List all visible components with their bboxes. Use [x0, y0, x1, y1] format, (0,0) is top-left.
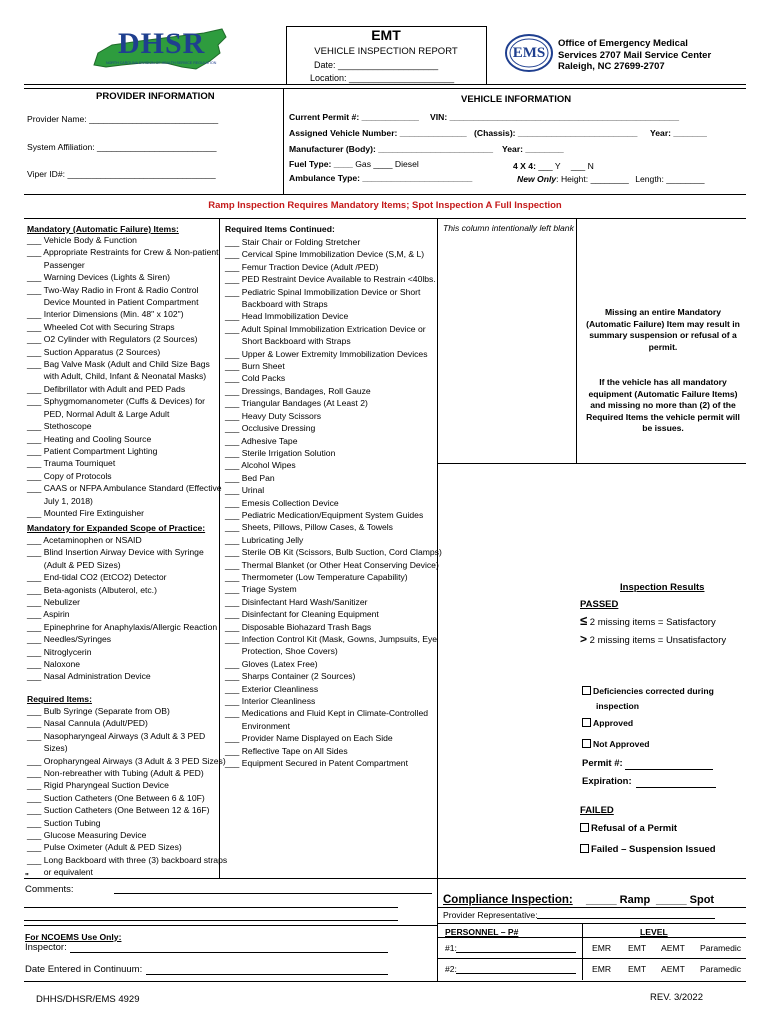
- list-item[interactable]: ___ Sharps Container (2 Sources): [225, 671, 356, 682]
- list-item[interactable]: ___ Appropriate Restraints for Crew & Non-patient: [27, 247, 219, 258]
- list-item[interactable]: ___ Suction Apparatus (2 Sources): [27, 346, 161, 357]
- comments-line-2[interactable]: [24, 907, 398, 908]
- list-item[interactable]: ___ Cold Packs: [225, 373, 286, 384]
- list-item[interactable]: ___ Lubricating Jelly: [225, 534, 304, 545]
- info-bottom-line: [24, 194, 746, 195]
- fuel-type-label[interactable]: Fuel Type: ____: [289, 159, 353, 169]
- form-number: DHHS/DHSR/EMS 4929: [36, 994, 140, 1005]
- list-item[interactable]: ___ Nasal Administration Device: [27, 671, 151, 682]
- inspection-results-heading: Inspection Results: [620, 582, 705, 593]
- list-item: Protection, Shoe Covers): [225, 646, 338, 657]
- personnel-row-1-line[interactable]: [456, 952, 576, 953]
- list-item[interactable]: ___ Suction Tubing: [27, 817, 101, 828]
- list-item[interactable]: ___ Emesis Collection Device: [225, 497, 339, 508]
- list-item: (Adult & PED Sizes): [27, 559, 121, 570]
- list-item[interactable]: ___ Head Immobilization Device: [225, 311, 349, 322]
- list-item: or equivalent: [27, 867, 93, 878]
- list-item[interactable]: ___ Disposable Biohazard Trash Bags: [225, 621, 372, 632]
- list-item[interactable]: ___ Adhesive Tape: [225, 435, 298, 446]
- inspector-label: Inspector:: [25, 942, 67, 953]
- list-item: with Adult, Child, Infant & Neonatal Masks): [27, 371, 207, 382]
- list-item[interactable]: ___ Nasopharyngeal Airways (3 Adult & 3 PED: [27, 730, 206, 741]
- list-item[interactable]: ___ Mounted Fire Extinguisher: [27, 507, 145, 518]
- list-item[interactable]: ___ Alcohol Wipes: [225, 460, 296, 471]
- list-item[interactable]: ___ Pediatric Spinal Immobilization Device or Short: [225, 286, 421, 297]
- mandatory-list: [27, 234, 222, 519]
- list-item[interactable]: ___ Triage System: [225, 584, 297, 595]
- title-box-right: [486, 26, 487, 84]
- list-item[interactable]: ___ Exterior Cleanliness: [225, 683, 319, 694]
- system-affiliation-field[interactable]: System Affiliation: _________________________: [27, 142, 217, 152]
- comments-line-3[interactable]: [24, 920, 398, 921]
- four-by-four-row: [513, 160, 594, 172]
- list-item[interactable]: ___ Nitroglycerin: [27, 646, 92, 657]
- list-item[interactable]: ___ Blind Insertion Airway Device with Syringe: [27, 547, 204, 558]
- ems-logo-text: EMS: [512, 45, 546, 61]
- failed-label: FAILED: [580, 805, 614, 816]
- list-item[interactable]: ___ Acetaminophen or NSAID: [27, 535, 142, 545]
- level-aemt-1[interactable]: AEMT: [661, 943, 685, 953]
- provider-rep-line[interactable]: [537, 918, 715, 919]
- length-field[interactable]: Length: ________: [635, 174, 705, 184]
- list-item[interactable]: ___ Upper & Lower Extremity Immobilization Devices: [225, 348, 428, 359]
- fuel-diesel-blank[interactable]: ____: [373, 159, 393, 169]
- date-field[interactable]: Date: ____________________: [314, 60, 439, 70]
- list-item[interactable]: ___ Aspirin: [27, 609, 70, 620]
- four-by-four-yes: Y: [554, 161, 561, 171]
- provider-name-field[interactable]: Provider Name: ___________________________: [27, 114, 219, 124]
- satisfactory-text: 2 missing items = Satisfactory: [589, 617, 716, 628]
- compliance-line: [437, 907, 746, 908]
- expanded-scope-heading: Mandatory for Expanded Scope of Practice:: [27, 523, 206, 533]
- list-item[interactable]: ___ Vehicle Body & Function: [27, 235, 137, 245]
- inspector-line[interactable]: [70, 952, 388, 953]
- new-only-label: New Only: [517, 174, 557, 184]
- blank-column-note: This column intentionally left blank: [443, 223, 574, 233]
- unsatisfactory-text: 2 missing items = Unsatisfactory: [589, 635, 727, 646]
- list-item[interactable]: ___ Naloxone: [27, 659, 81, 670]
- provider-heading: PROVIDER INFORMATION: [96, 91, 215, 102]
- personnel-row-divider: [437, 958, 746, 959]
- refusal-checkbox[interactable]: [580, 823, 589, 832]
- info-divider: [283, 88, 284, 194]
- level-emt-1[interactable]: EMT: [628, 943, 647, 953]
- compliance-line-2: [437, 923, 746, 924]
- comments-label: Comments:: [25, 884, 74, 895]
- satisfactory-row: [580, 615, 716, 629]
- spot-option[interactable]: _____ Spot: [656, 894, 715, 906]
- revision: REV. 3/2022: [650, 992, 703, 1003]
- personnel-heading-line: [437, 937, 746, 938]
- personnel-row-1-label: #1:: [445, 943, 457, 953]
- approved-checkbox[interactable]: [582, 718, 591, 727]
- list-item[interactable]: ___ Cervical Spine Immobilization Device (S,M, & L): [225, 249, 425, 260]
- permit-number-line[interactable]: [625, 769, 713, 770]
- chassis-field[interactable]: (Chassis): _________________________: [474, 128, 638, 138]
- body-year-field[interactable]: Year: ________: [502, 144, 564, 154]
- form-title: EMT: [371, 27, 401, 43]
- list-item[interactable]: ___ Pulse Oximeter (Adult & PED Sizes): [27, 842, 182, 853]
- hash-mark: ": [25, 872, 29, 881]
- all-mandatory-note: If the vehicle has all mandatory equipment (Automatic Failure Items) and missing no more than (2) of the Required Items the vehicle permit will be issues.: [586, 377, 740, 433]
- fuel-diesel: Diesel: [394, 159, 419, 169]
- list-item[interactable]: ___ Suction Catheters (One Between 12 & 16F): [27, 805, 210, 816]
- office-address: [558, 38, 711, 73]
- list-item[interactable]: ___ Interior Dimensions (Min. 48" x 102"): [27, 309, 184, 320]
- mandatory-heading: Mandatory (Automatic Failure) Items:: [27, 224, 179, 234]
- comments-top-line: [24, 878, 746, 879]
- list-item[interactable]: ___ Heating and Cooling Source: [27, 433, 152, 444]
- list-item[interactable]: ___ Bulb Syringe (Separate from OB): [27, 706, 170, 716]
- list-item[interactable]: ___ Provider Name Displayed on Each Side: [225, 733, 393, 744]
- ncoems-heading: For NCOEMS Use Only:: [25, 932, 122, 942]
- list-item[interactable]: ___ Reflective Tape on All Sides: [225, 745, 348, 756]
- list-item[interactable]: ___ Suction Catheters (One Between 6 & 10F): [27, 792, 205, 803]
- list-item: Passenger: [27, 259, 85, 270]
- expiration-label: Expiration:: [582, 776, 632, 787]
- list-item: Backboard with Straps: [225, 299, 328, 310]
- four-by-four-label: 4 X 4:: [513, 161, 536, 171]
- suspension-row: [580, 844, 716, 856]
- permit-number-label: Permit #:: [582, 758, 623, 769]
- list-item[interactable]: ___ Non-rebreather with Tubing (Adult & PED): [27, 768, 204, 779]
- deficiencies-row: [582, 685, 714, 697]
- list-item[interactable]: ___ Urinal: [225, 485, 265, 496]
- viper-id-field[interactable]: Viper ID#: _______________________________: [27, 169, 216, 179]
- ramp-inspection-heading: Ramp Inspection Requires Mandatory Items; Spot Inspection A Full Inspection: [208, 200, 562, 211]
- list-item[interactable]: ___ Glucose Measuring Device: [27, 830, 147, 841]
- level-emt-2[interactable]: EMT: [628, 964, 647, 974]
- passed-label: PASSED: [580, 599, 619, 610]
- comments-line-1[interactable]: [114, 893, 432, 894]
- suspension-text: Failed – Suspension Issued: [591, 844, 716, 855]
- assigned-vehicle-field[interactable]: Assigned Vehicle Number: ______________: [289, 128, 467, 138]
- fuel-type-row: [289, 158, 419, 170]
- list-item: Device Mounted in Patient Compartment: [27, 297, 199, 308]
- title-box-top: [286, 26, 486, 27]
- list-item[interactable]: ___ Stethoscope: [27, 421, 92, 432]
- list-item[interactable]: ___ Pediatric Medication/Equipment System Guides: [225, 509, 424, 520]
- list-item[interactable]: ___ Triangular Bandages (At Least 2): [225, 398, 368, 409]
- ramp-line: [24, 218, 746, 219]
- list-item[interactable]: ___ Femur Traction Device (Adult /PED): [225, 261, 379, 272]
- ramp-option[interactable]: _____ Ramp: [586, 894, 651, 906]
- personnel-row-2-label: #2:: [445, 964, 457, 974]
- list-item[interactable]: ___ Bag Valve Mask (Adult and Child Size Bags: [27, 359, 210, 370]
- current-permit-field[interactable]: Current Permit #: ____________: [289, 112, 419, 122]
- missing-item-note: Missing an entire Mandatory (Automatic Failure) Item may result in summary suspension or refusal of a permit.: [586, 307, 740, 352]
- header-divider: [24, 84, 746, 85]
- list-item[interactable]: ___ Epinephrine for Anaphylaxis/Allergic Reaction: [27, 621, 218, 632]
- list-item[interactable]: ___ Defibrillator with Adult and PED Pads: [27, 383, 186, 394]
- list-item: PED, Normal Adult & Large Adult: [27, 408, 170, 419]
- list-item[interactable]: ___ Disinfectant Hard Wash/Sanitizer: [225, 596, 368, 607]
- list-item[interactable]: ___ Beta-agonists (Albuterol, etc.): [27, 584, 157, 595]
- list-item[interactable]: ___ Copy of Protocols: [27, 470, 112, 481]
- manufacturer-field[interactable]: Manufacturer (Body): ________________________: [289, 144, 493, 154]
- refusal-row: [580, 823, 677, 835]
- level-emr-2[interactable]: EMR: [592, 964, 612, 974]
- title-box-left: [286, 26, 287, 84]
- list-item[interactable]: ___ Medications and Fluid Kept in Climate-Controlled: [225, 708, 429, 719]
- location-field[interactable]: Location: _____________________: [310, 73, 455, 83]
- not-approved-row: [582, 738, 650, 750]
- deficiencies-text-1: Deficiencies corrected during: [593, 686, 714, 696]
- bottom-line: [24, 981, 746, 982]
- personnel-row-2-line[interactable]: [456, 973, 576, 974]
- expanded-scope-list: [27, 534, 217, 683]
- dhsr-logo-text: DHSR: [118, 27, 206, 60]
- col-divider-3: [576, 218, 577, 463]
- list-item[interactable]: ___ Sterile Irrigation Solution: [225, 447, 336, 458]
- list-item[interactable]: ___ Thermometer (Low Temperature Capability): [225, 571, 408, 582]
- list-item[interactable]: ___ Occlusive Dressing: [225, 423, 316, 434]
- header-divider-2: [24, 88, 746, 89]
- right-panel-line: [437, 463, 746, 464]
- list-item[interactable]: ___ Thermal Blanket (or Other Heat Conserving Device): [225, 559, 439, 570]
- dhsr-logo: [92, 23, 230, 73]
- deficiencies-checkbox[interactable]: [582, 686, 591, 695]
- deficiencies-text-2: inspection: [596, 701, 639, 711]
- list-item[interactable]: ___ Two-Way Radio in Front & Radio Control: [27, 284, 199, 295]
- less-equal-symbol: ≤: [580, 613, 588, 628]
- provider-rep-label: Provider Representative:: [443, 910, 538, 920]
- chassis-year-field[interactable]: Year: _______: [650, 128, 707, 138]
- dhsr-logo-subtext: NORTH CAROLINA DIVISION OF HEALTH SERVICE REGULATION: [106, 61, 217, 65]
- height-field[interactable]: : Height: ________: [556, 174, 629, 184]
- suspension-checkbox[interactable]: [580, 844, 589, 853]
- four-by-four-no: N: [587, 161, 594, 171]
- list-item[interactable]: ___ Oropharyngeal Airways (3 Adult & 3 PED Sizes): [27, 755, 226, 766]
- list-item[interactable]: ___ Stair Chair or Folding Stretcher: [225, 237, 361, 247]
- unsatisfactory-row: [580, 633, 726, 647]
- four-by-four-no-blank[interactable]: ___: [570, 161, 586, 171]
- list-item[interactable]: ___ Wheeled Cot with Securing Straps: [27, 321, 175, 332]
- list-item: Sizes): [27, 743, 68, 754]
- list-item[interactable]: ___ O2 Cylinder with Regulators (2 Sources): [27, 334, 198, 345]
- list-item[interactable]: ___ Dressings, Bandages, Roll Gauze: [225, 385, 371, 396]
- list-item[interactable]: ___ Bed Pan: [225, 472, 275, 483]
- level-aemt-2[interactable]: AEMT: [661, 964, 685, 974]
- list-item[interactable]: ___ Nebulizer: [27, 597, 81, 608]
- list-item[interactable]: ___ Long Backboard with three (3) backboard straps: [27, 854, 228, 865]
- form-subtitle: VEHICLE INSPECTION REPORT: [314, 46, 458, 57]
- list-item: Environment: [225, 720, 290, 731]
- greater-symbol: >: [580, 632, 588, 646]
- list-item[interactable]: ___ Interior Cleanliness: [225, 696, 316, 707]
- list-item[interactable]: ___ Heavy Duty Scissors: [225, 410, 321, 421]
- vehicle-heading: VEHICLE INFORMATION: [461, 94, 572, 105]
- four-by-four-yes-blank[interactable]: ___: [538, 161, 553, 171]
- list-item[interactable]: ___ Gloves (Latex Free): [225, 658, 318, 669]
- fuel-gas: Gas: [355, 159, 371, 169]
- level-paramedic-1[interactable]: Paramedic: [700, 943, 742, 953]
- list-item[interactable]: ___ Rigid Pharyngeal Suction Device: [27, 780, 169, 791]
- compliance-divider: [437, 878, 438, 982]
- ems-logo: [504, 33, 554, 73]
- level-paramedic-2[interactable]: Paramedic: [700, 964, 742, 974]
- list-item[interactable]: ___ Sheets, Pillows, Pillow Cases, & Towels: [225, 522, 393, 533]
- list-item[interactable]: ___ Patient Compartment Lighting: [27, 445, 158, 456]
- list-item[interactable]: ___ Sphygmomanometer (Cuffs & Devices) for: [27, 396, 205, 407]
- expiration-line[interactable]: [636, 787, 716, 788]
- approved-text: Approved: [593, 718, 634, 728]
- list-item[interactable]: ___ Trauma Tourniquet: [27, 458, 116, 469]
- required-heading: Required Items:: [27, 694, 92, 704]
- list-item[interactable]: ___ Adult Spinal Immobilization Extrication Device or: [225, 323, 426, 334]
- list-item: Short Backboard with Straps: [225, 336, 351, 347]
- list-item[interactable]: ___ CAAS or NFPA Ambulance Standard (Effective: [27, 483, 222, 494]
- not-approved-checkbox[interactable]: [582, 739, 591, 748]
- level-heading: LEVEL: [640, 927, 668, 937]
- list-item[interactable]: ___ Sterile OB Kit (Scissors, Bulb Suction, Cord Clamps): [225, 547, 442, 558]
- office-line-2: Services 2707 Mail Service Center: [558, 49, 712, 61]
- required-list: [27, 705, 227, 879]
- date-entered-label: Date Entered in Continuum:: [25, 964, 143, 975]
- list-item[interactable]: ___ End-tidal CO2 (EtCO2) Detector: [27, 572, 167, 583]
- required-continued-heading: Required Items Continued:: [225, 224, 335, 234]
- office-line-1: Office of Emergency Medical: [558, 38, 688, 49]
- ambulance-type-field[interactable]: Ambulance Type: _______________________: [289, 173, 473, 183]
- list-item[interactable]: ___ Infection Control Kit (Mask, Gowns, Jumpsuits, Eye: [225, 634, 438, 644]
- vin-field[interactable]: VIN: ________________________________________________: [430, 112, 679, 122]
- date-entered-line[interactable]: [146, 974, 388, 975]
- list-item[interactable]: ___ Needles/Syringes: [27, 634, 112, 645]
- personnel-heading: PERSONNEL – P#: [445, 927, 519, 937]
- ncoems-top-line: [24, 925, 437, 926]
- personnel-col-divider: [582, 923, 583, 980]
- list-item[interactable]: ___ Warning Devices (Lights & Siren): [27, 272, 170, 283]
- approved-row: [582, 717, 633, 729]
- required-continued-list: [225, 236, 442, 769]
- list-item[interactable]: ___ Disinfectant for Cleaning Equipment: [225, 609, 379, 620]
- office-line-3: Raleigh, NC 27699-2707: [558, 61, 665, 72]
- list-item[interactable]: ___ Nasal Cannula (Adult/PED): [27, 718, 148, 729]
- list-item[interactable]: ___ Burn Sheet: [225, 361, 285, 372]
- list-item[interactable]: ___ PED Restraint Device Available to Restrain <40lbs.: [225, 274, 436, 285]
- level-emr-1[interactable]: EMR: [592, 943, 612, 953]
- compliance-heading: Compliance Inspection:: [443, 894, 573, 906]
- list-item[interactable]: ___ Equipment Secured in Patent Compartment: [225, 758, 408, 769]
- dimensions-row: [517, 173, 705, 185]
- not-approved-text: Not Approved: [593, 739, 650, 749]
- refusal-text: Refusal of a Permit: [591, 823, 678, 834]
- list-item: July 1, 2018): [27, 495, 93, 506]
